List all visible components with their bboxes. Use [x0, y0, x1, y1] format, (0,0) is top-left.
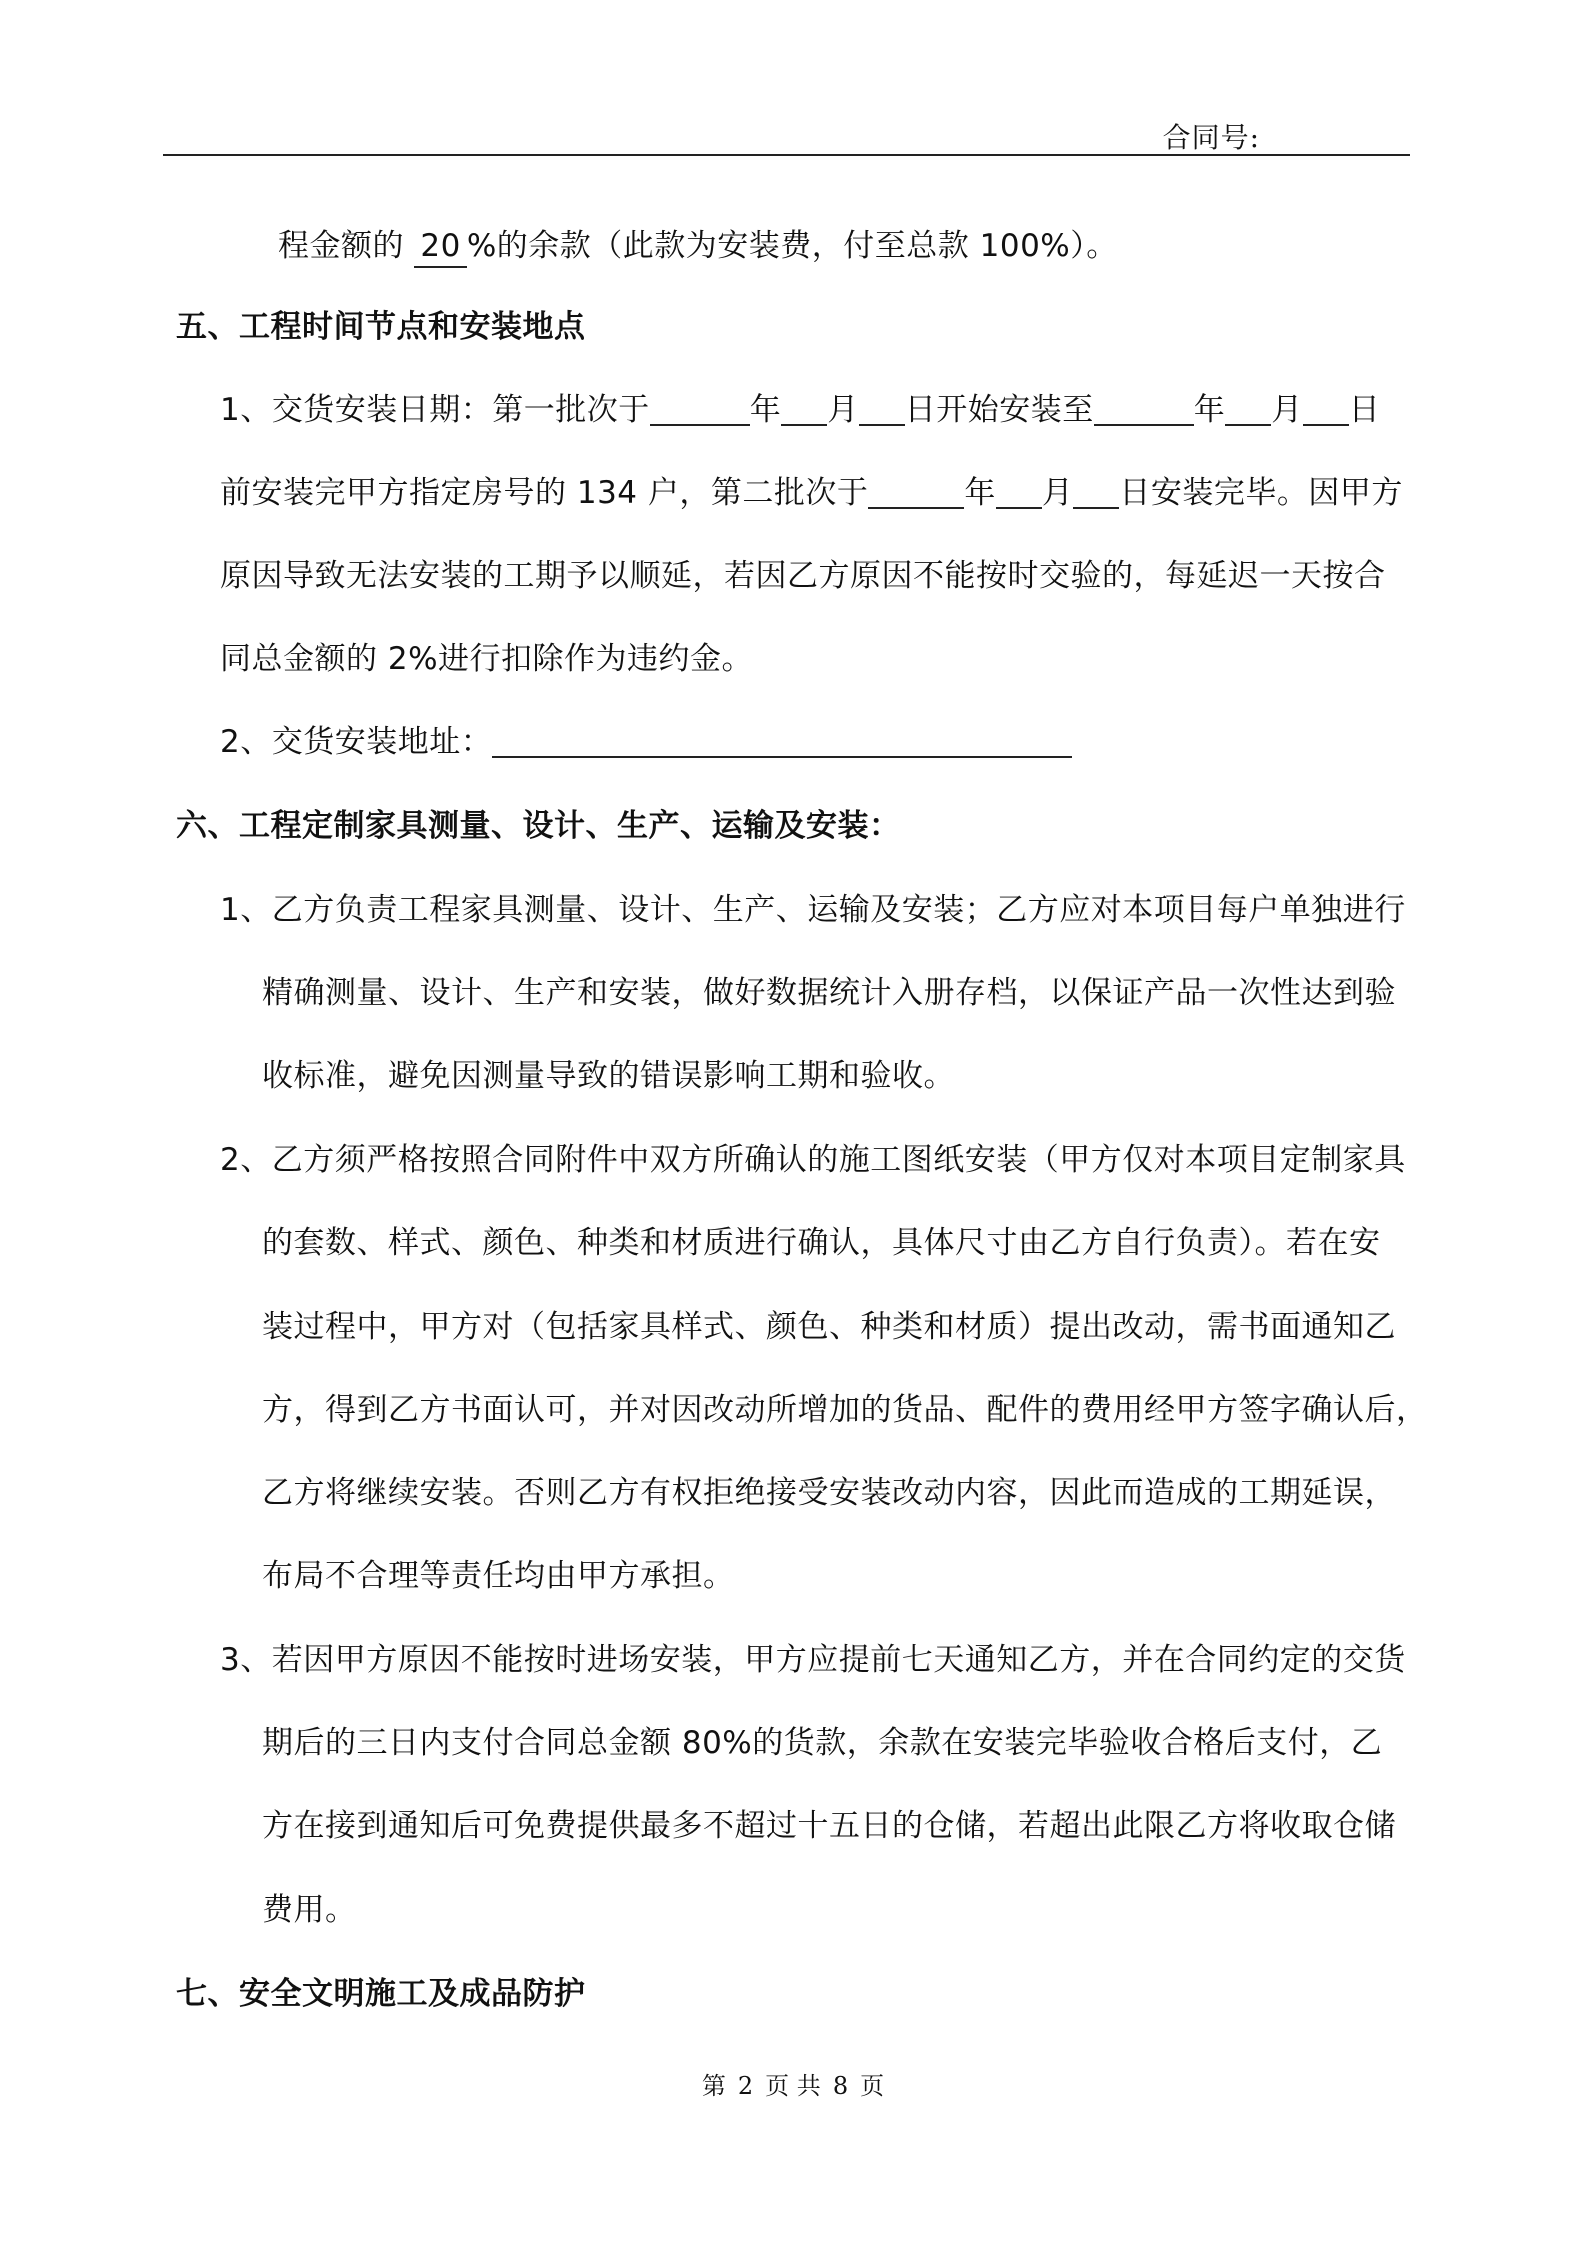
footer-suffix: 页 — [860, 2072, 885, 2100]
footer-prefix: 第 — [701, 2072, 726, 2100]
clause-6-1-line-1: 1、乙方负责工程家具测量、设计、生产、运输及安装；乙方应对本项目每户单独进行 — [220, 892, 1406, 928]
year-label: 年 — [964, 475, 996, 511]
text: 程金额的 — [278, 228, 404, 264]
delivery-date-line-4: 同总金额的 2%进行扣除作为违约金。 — [220, 641, 754, 677]
year-label: 年 — [1193, 392, 1226, 428]
blank-day-2 — [1303, 394, 1349, 426]
percent-value: 20 — [414, 226, 466, 268]
blank-day-1 — [859, 394, 905, 426]
page-header — [163, 112, 1410, 156]
delivery-date-line-1 — [220, 390, 1380, 430]
month-label: 月 — [1041, 475, 1074, 511]
blank-year-2 — [1094, 394, 1194, 426]
delivery-date-line-3: 原因导致无法安装的工期予以顺延，若因乙方原因不能按时交验的，每延迟一天按合 — [220, 558, 1386, 594]
blank-month-1 — [781, 394, 827, 426]
clause-6-1-line-3: 收标准，避免因测量导致的错误影响工期和验收。 — [262, 1058, 955, 1094]
year-label: 年 — [749, 392, 782, 428]
blank-year-1 — [650, 394, 750, 426]
total-pages: 8 — [832, 2072, 849, 2100]
text: 2、交货安装地址： — [220, 724, 493, 760]
blank-month-3 — [996, 477, 1042, 509]
clause-6-2-line-1: 2、乙方须严格按照合同附件中双方所确认的施工图纸安装（甲方仅对本项目定制家具 — [220, 1142, 1406, 1178]
clause-6-1-line-2: 精确测量、设计、生产和安装，做好数据统计入册存档，以保证产品一次性达到验 — [262, 975, 1396, 1011]
clause-6-3-line-4: 费用。 — [262, 1892, 357, 1928]
blank-year-3 — [868, 477, 964, 509]
page-number: 2 — [737, 2072, 754, 2100]
delivery-date-line-2 — [220, 473, 1403, 513]
blank-month-2 — [1225, 394, 1271, 426]
month-label: 月 — [827, 392, 859, 428]
section-5-heading: 五、工程时间节点和安装地点 — [176, 309, 586, 345]
clause-6-2-line-5: 乙方将继续安装。否则乙方有权拒绝接受安装改动内容，因此而造成的工期延误， — [262, 1475, 1396, 1511]
clause-6-2-line-3: 装过程中，甲方对（包括家具样式、颜色、种类和材质）提出改动，需书面通知乙 — [262, 1309, 1396, 1345]
delivery-address-line — [220, 722, 1072, 762]
text: 1、交货安装日期：第一批次于 — [220, 392, 650, 428]
clause-6-3-line-3: 方在接到通知后可免费提供最多不超过十五日的仓储，若超出此限乙方将收取仓储 — [262, 1808, 1396, 1844]
clause-6-2-line-6: 布局不合理等责任均由甲方承担。 — [262, 1558, 735, 1594]
footer-mid: 页 共 — [765, 2072, 821, 2100]
day-label: 日 — [1348, 392, 1381, 428]
text: %的余款（此款为安装费，付至总款 100%）。 — [466, 228, 1118, 264]
payment-line — [278, 226, 1118, 268]
clause-6-3-line-1: 3、若因甲方原因不能按时进场安装，甲方应提前七天通知乙方，并在合同约定的交货 — [220, 1642, 1406, 1678]
page-footer — [0, 2066, 1586, 2101]
section-6-heading: 六、工程定制家具测量、设计、生产、运输及安装： — [176, 808, 901, 844]
month-label: 月 — [1271, 392, 1303, 428]
blank-address — [492, 726, 1072, 758]
contract-number-label: 合同号: — [1162, 121, 1260, 154]
clause-6-2-line-2: 的套数、样式、颜色、种类和材质进行确认，具体尺寸由乙方自行负责）。若在安 — [262, 1225, 1381, 1261]
text: 日开始安装至 — [904, 392, 1094, 428]
blank-day-3 — [1073, 477, 1119, 509]
text: 前安装完甲方指定房号的 134 户，第二批次于 — [220, 475, 869, 511]
clause-6-2-line-4: 方，得到乙方书面认可，并对因改动所增加的货品、配件的费用经甲方签字确认后， — [262, 1392, 1428, 1428]
clause-6-3-line-2: 期后的三日内支付合同总金额 80%的货款，余款在安装完毕验收合格后支付，乙 — [262, 1725, 1383, 1761]
section-7-heading: 七、安全文明施工及成品防护 — [176, 1976, 586, 2012]
text: 日安装完毕。因甲方 — [1119, 475, 1403, 511]
